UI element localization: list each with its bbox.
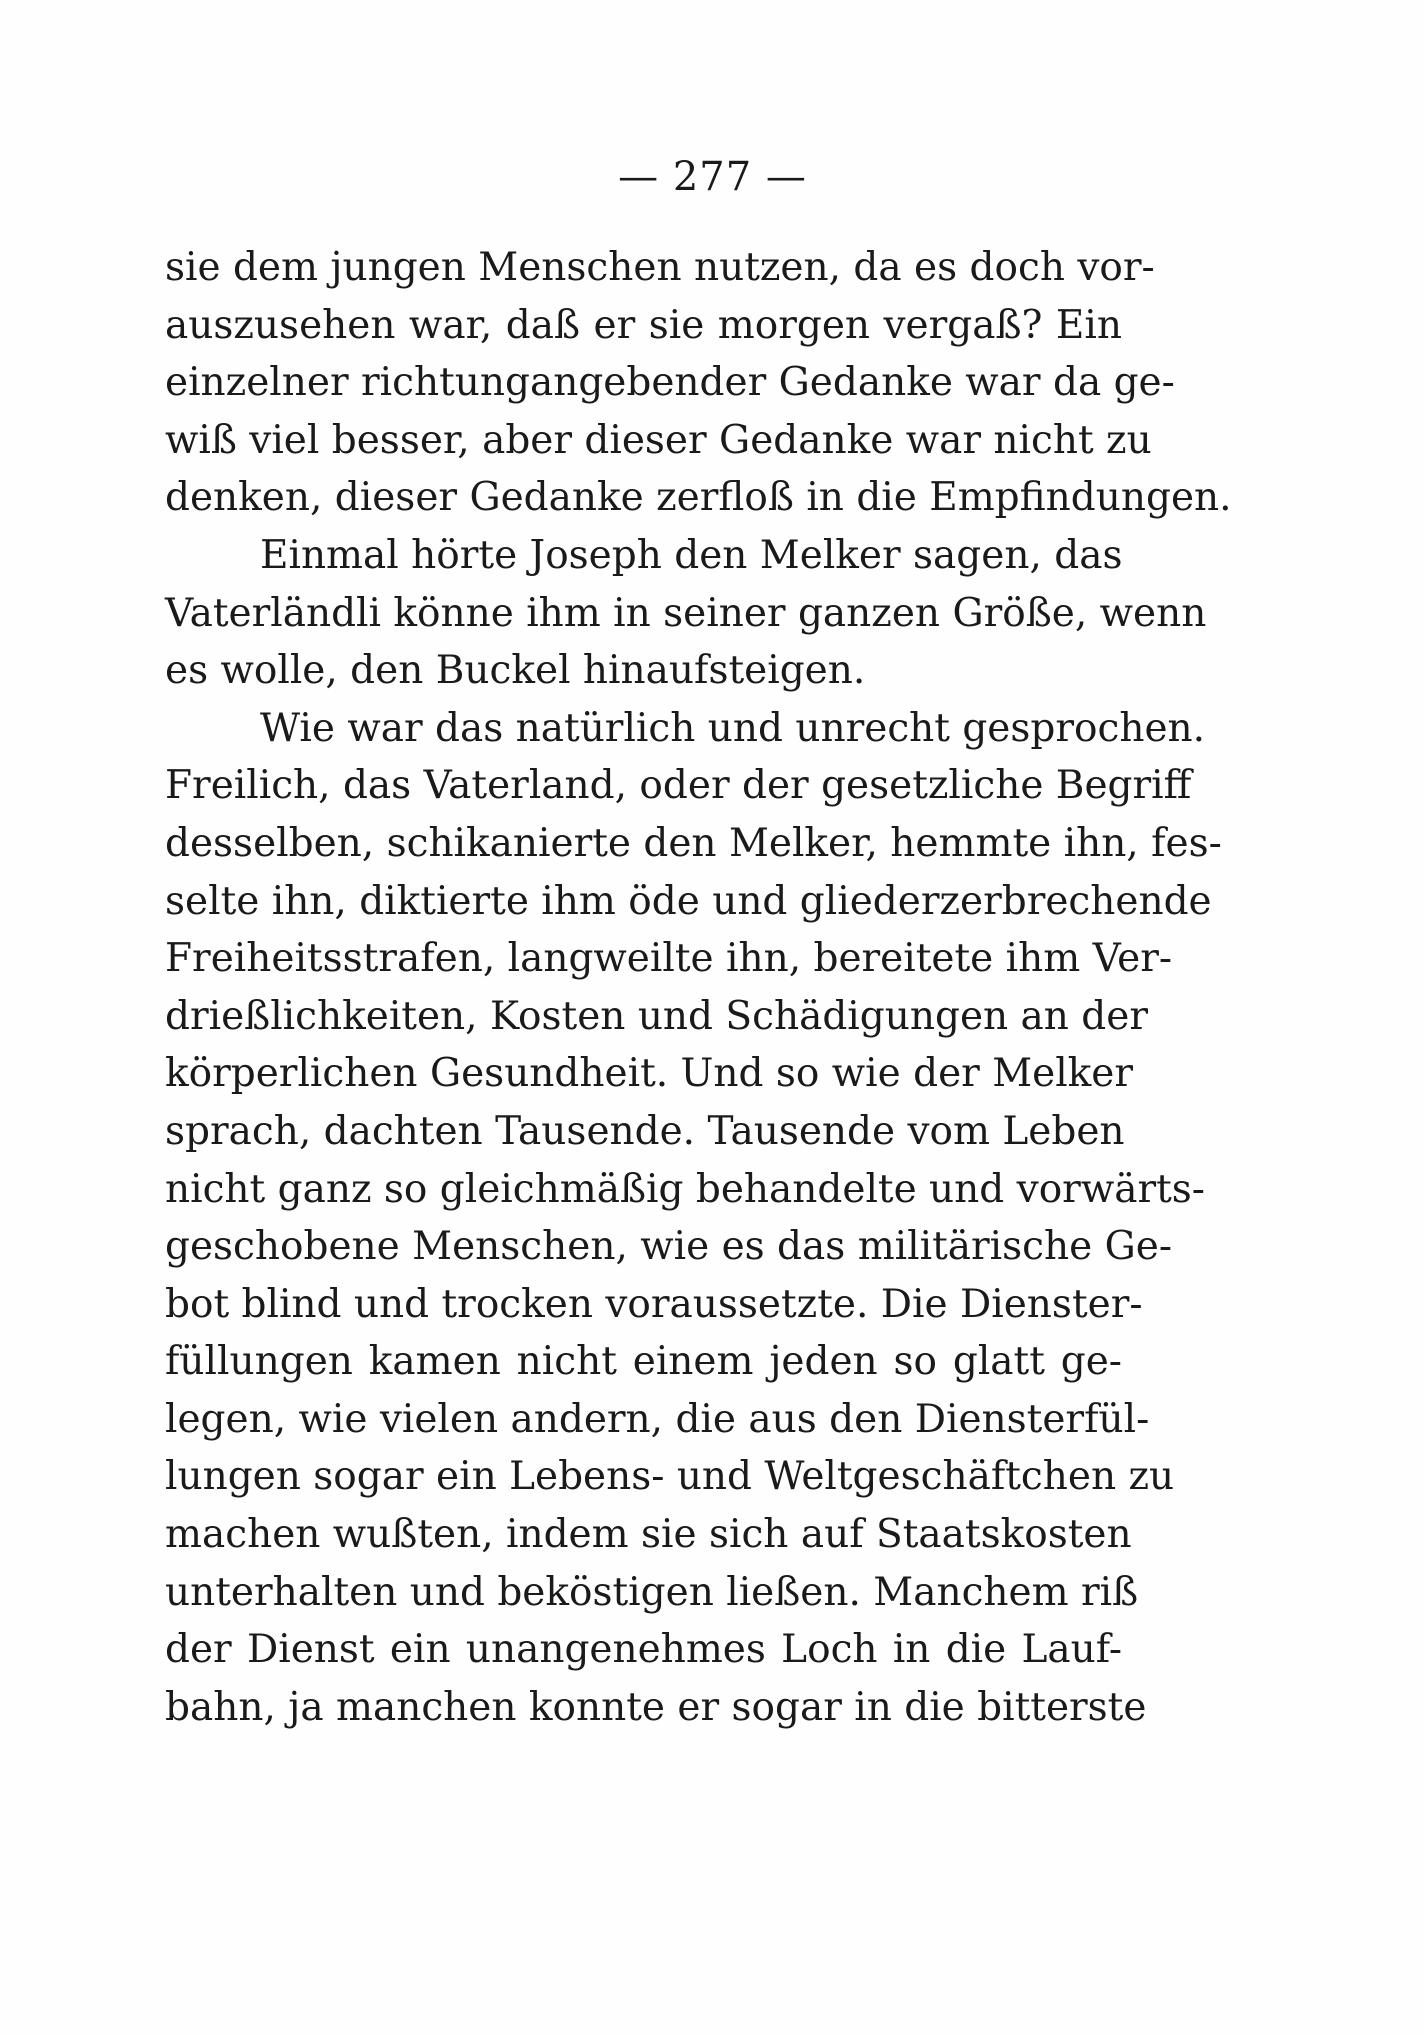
text-line: Wie war das natürlich und unrecht gesprochen.: [260, 705, 1206, 751]
text-line: Freilich, das Vaterland, oder der gesetzliche Begriff: [165, 763, 1192, 809]
text-line: füllungen kamen nicht einem jeden so glatt ge-: [165, 1339, 1122, 1385]
text-line: es wolle, den Buckel hinaufsteigen.: [165, 648, 866, 694]
body-text: [165, 239, 1232, 1736]
text-line: Einmal hörte Joseph den Melker sagen, das: [260, 532, 1123, 578]
text-line: wiß viel besser, aber dieser Gedanke war nicht zu: [165, 417, 1152, 463]
text-line: selte ihn, diktierte ihm öde und gliederzerbrechende: [165, 878, 1212, 924]
text-line: der Dienst ein unangenehmes Loch in die Lauf-: [165, 1627, 1122, 1673]
text-line: sprach, dachten Tausende. Tausende vom Leben: [165, 1108, 1125, 1154]
text-line: einzelner richtungangebender Gedanke war da ge-: [165, 360, 1175, 406]
text-line: desselben, schikanierte den Melker, hemmte ihn, fes-: [165, 820, 1222, 866]
text-line: denken, dieser Gedanke zerfloß in die Empfindungen.: [165, 475, 1232, 521]
text-line: sie dem jungen Menschen nutzen, da es doch vor-: [165, 245, 1155, 290]
text-line: geschobene Menschen, wie es das militärische Ge-: [165, 1224, 1172, 1270]
text-line: nicht ganz so gleichmäßig behandelte und vorwärts-: [165, 1166, 1205, 1212]
text-line: bot blind und trocken voraussetzte. Die Dienster-: [165, 1281, 1143, 1327]
text-line: körperlichen Gesundheit. Und so wie der Melker: [165, 1051, 1134, 1097]
text-line: machen wußten, indem sie sich auf Staatskosten: [165, 1512, 1132, 1558]
text-line: unterhalten und beköstigen ließen. Manchem riß: [165, 1569, 1139, 1615]
text-line: bahn, ja manchen konnte er sogar in die bitterste: [165, 1684, 1147, 1730]
text-line: lungen sogar ein Lebens- und Weltgeschäftchen zu: [165, 1454, 1175, 1500]
page-number: — 277 —: [618, 154, 807, 200]
text-line: Freiheitsstrafen, langweilte ihn, bereitete ihm Ver-: [165, 936, 1173, 982]
text-line: legen, wie vielen andern, die aus den Diensterfül-: [165, 1396, 1150, 1442]
text-line: Vaterländli könne ihm in seiner ganzen Größe, wenn: [165, 590, 1207, 636]
text-line: auszusehen war, daß er sie morgen vergaß? Ein: [165, 302, 1122, 348]
text-line: drießlichkeiten, Kosten und Schädigungen an der: [165, 993, 1148, 1039]
